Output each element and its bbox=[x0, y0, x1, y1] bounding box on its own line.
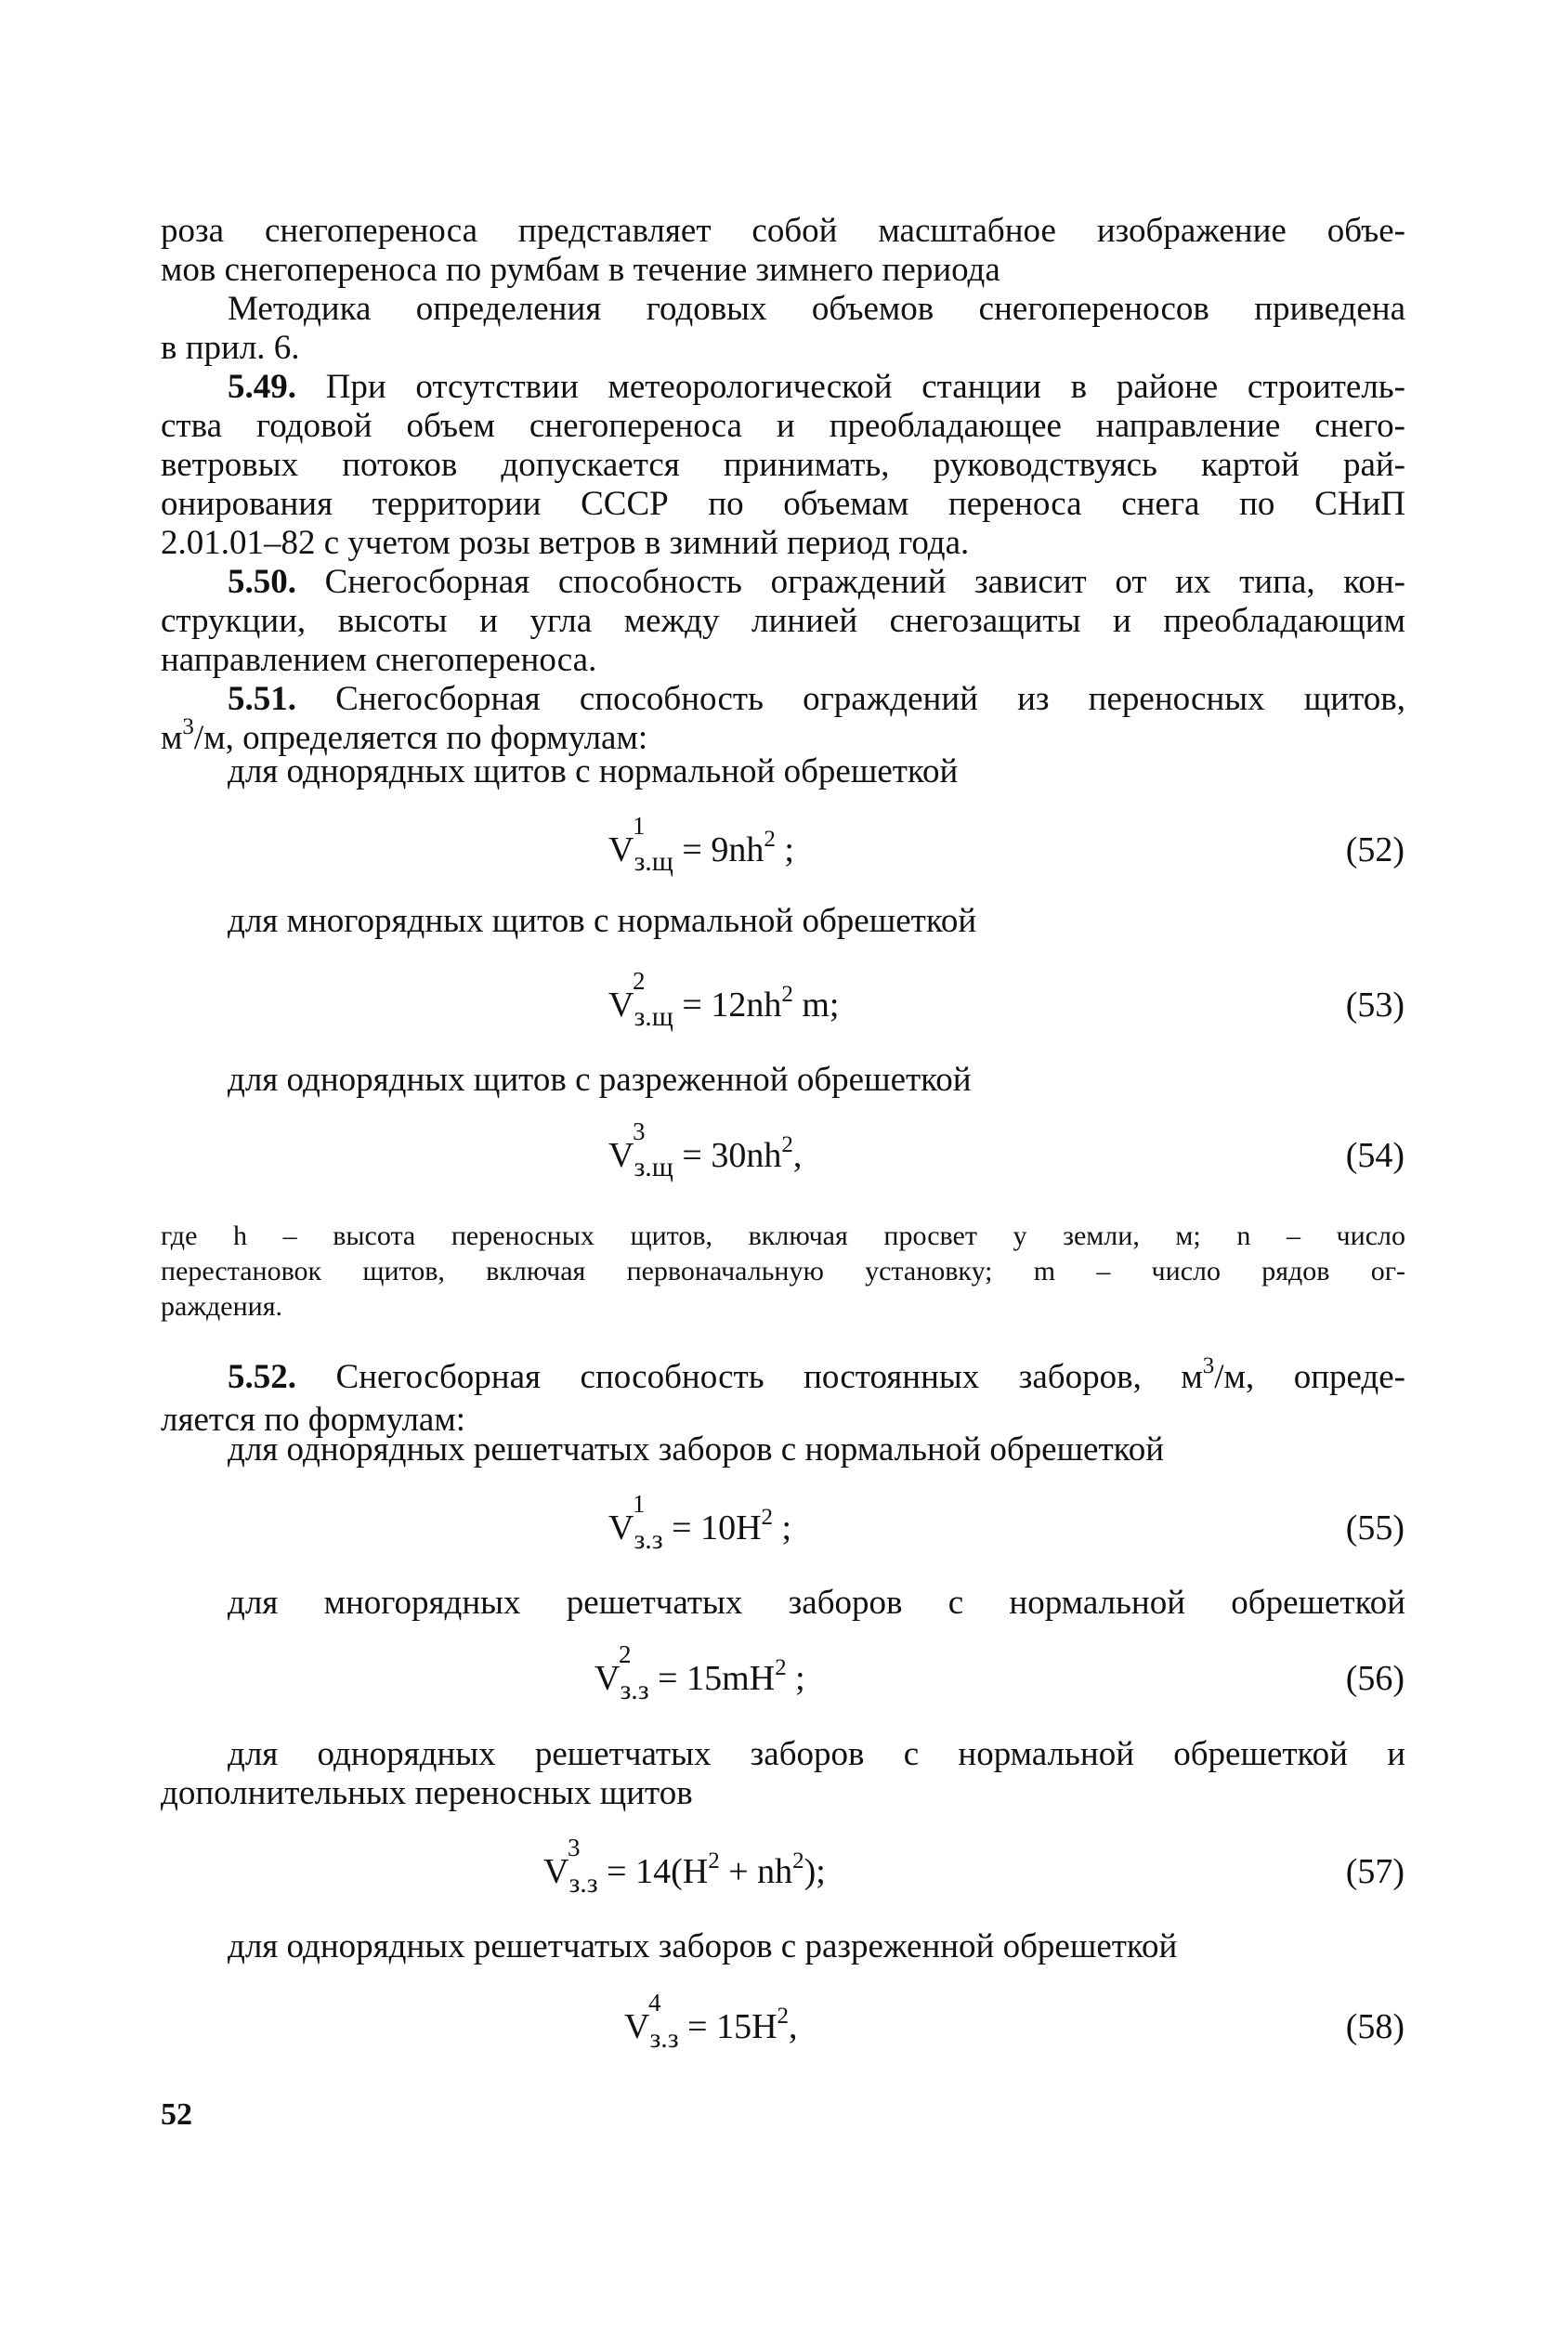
text-line: в прил. 6. bbox=[161, 329, 300, 367]
page-number: 52 bbox=[161, 2097, 192, 2132]
formula-lead-52: для однорядных щитов с нормальной обрешеткой bbox=[228, 752, 959, 790]
formula-lead-54: для однорядных щитов с разреженной обрешеткой bbox=[228, 1061, 972, 1099]
paragraph-5-51 bbox=[161, 680, 1405, 762]
text-line: мов снегопереноса по румбам в течение зимнего периода bbox=[161, 251, 1000, 289]
clause-number: 5.51. bbox=[228, 680, 296, 718]
equation-number-55: (55) bbox=[1345, 1508, 1405, 1547]
text-line bbox=[161, 368, 1405, 407]
text-span: Снегосборная способность ограждений зависит от их типа, кон- bbox=[324, 563, 1405, 601]
text-line: раждения. bbox=[161, 1291, 283, 1322]
formula-55 bbox=[608, 1490, 792, 1555]
text-line: струкции, высоты и угла между линией снегозащиты и преобладающим bbox=[161, 602, 1405, 640]
formula-superscript: 3 bbox=[633, 1117, 646, 1145]
paragraph-5-50 bbox=[161, 563, 1405, 680]
text-span: /м, опреде- bbox=[1214, 1358, 1406, 1396]
formula-57 bbox=[543, 1834, 826, 1899]
equation-number-56: (56) bbox=[1345, 1659, 1405, 1698]
text-line: ства годовой объем снегопереноса и преобладающее направление снего- bbox=[161, 407, 1405, 445]
formula-tail: ; bbox=[795, 1659, 805, 1698]
text-span: Снегосборная способность постоянных заборов, м bbox=[335, 1358, 1203, 1396]
formula-tail: , bbox=[789, 2007, 798, 2046]
formula-rhs: + nh bbox=[728, 1852, 793, 1891]
text-line: онирования территории СССР по объемам переноса снега по СНиП bbox=[161, 485, 1405, 523]
formula-variable: V 3 $_{з.з}$ bbox=[543, 1851, 598, 1895]
formula-variable: V 3 $_{з.щ}$ bbox=[608, 1135, 673, 1179]
formula-power: 2 bbox=[777, 2004, 790, 2029]
paragraph-methodology bbox=[161, 290, 1405, 368]
unit-power: 3 bbox=[182, 714, 194, 739]
equation-number-52: (52) bbox=[1345, 830, 1405, 869]
clause-number: 5.52. bbox=[228, 1358, 296, 1396]
text-line: дополнительных переносных щитов bbox=[161, 1774, 693, 1812]
formula-superscript: 1 bbox=[633, 812, 646, 840]
equation-number-58: (58) bbox=[1345, 2007, 1405, 2046]
formula-lead-58: для однорядных решетчатых заборов с разреженной обрешеткой bbox=[228, 1927, 1178, 1965]
text-line bbox=[161, 1353, 1406, 1401]
formula-subscript: з.з bbox=[568, 1868, 598, 1899]
formula-lead-57 bbox=[161, 1735, 1405, 1813]
formula-rhs: = 9nh bbox=[682, 830, 764, 869]
formula-variable: V 2 $_{з.з}$ bbox=[595, 1658, 649, 1702]
formula-tail: ; bbox=[784, 830, 794, 869]
formula-lead-56 bbox=[161, 1584, 1405, 1623]
formula-rhs: = 30nh bbox=[682, 1136, 782, 1175]
text-line: для однорядных решетчатых заборов с нормальной обрешеткой и bbox=[228, 1735, 1405, 1773]
formula-superscript: 2 bbox=[633, 967, 646, 995]
clause-number: 5.50. bbox=[228, 563, 296, 601]
formula-superscript: 2 bbox=[619, 1640, 632, 1668]
formula-subscript: з.щ bbox=[634, 846, 673, 877]
formula-power: 2 bbox=[792, 1848, 804, 1874]
formula-58 bbox=[624, 1989, 798, 2054]
text-span: При отсутствии метеорологической станции в районе строитель- bbox=[325, 368, 1405, 406]
formula-variable: V 4 $_{з.з}$ bbox=[624, 2006, 679, 2050]
formula-rhs: = 12nh bbox=[682, 986, 782, 1025]
formula-53 bbox=[608, 967, 840, 1032]
formula-power: 2 bbox=[764, 827, 776, 852]
formula-tail: , bbox=[792, 1136, 803, 1175]
formula-power: 2 bbox=[781, 982, 793, 1007]
paragraph-5-49 bbox=[161, 368, 1405, 563]
text-line: Методика определения годовых объемов снегопереносов приведена bbox=[228, 290, 1405, 328]
text-span: Снегосборная способность ограждений из переносных щитов, bbox=[335, 680, 1405, 718]
formula-power: 2 bbox=[775, 1655, 787, 1680]
formula-52 bbox=[608, 812, 794, 877]
text-line: ветровых потоков допускается принимать, руководствуясь картой рай- bbox=[161, 446, 1405, 484]
paragraph-intro bbox=[161, 212, 1405, 290]
formula-56 bbox=[595, 1640, 805, 1705]
formula-subscript: з.з bbox=[620, 1675, 649, 1705]
clause-number: 5.49. bbox=[228, 368, 296, 406]
equation-number-54: (54) bbox=[1345, 1136, 1405, 1175]
text-line: направлением снегопереноса. bbox=[161, 641, 597, 679]
formula-rhs: = 14(H bbox=[607, 1852, 709, 1891]
text-line: 2.01.01–82 с учетом розы ветров в зимний период года. bbox=[161, 524, 970, 562]
formula-superscript: 1 bbox=[633, 1490, 646, 1518]
formula-superscript: 4 bbox=[648, 1989, 661, 2017]
formula-lead-55: для однорядных решетчатых заборов с нормальной обрешеткой bbox=[228, 1430, 1165, 1469]
formula-explanation-note bbox=[161, 1219, 1405, 1325]
text-span: /м, определяется по формулам: bbox=[193, 719, 648, 757]
unit-power: 3 bbox=[1202, 1353, 1215, 1378]
formula-power: 2 bbox=[781, 1132, 793, 1157]
formula-tail: ; bbox=[781, 1508, 792, 1547]
formula-subscript: з.з bbox=[649, 2023, 679, 2054]
formula-subscript: з.щ bbox=[634, 1001, 673, 1032]
formula-tail: m; bbox=[802, 986, 840, 1025]
text-line: для многорядных решетчатых заборов с нормальной обрешеткой bbox=[228, 1584, 1405, 1622]
formula-rhs: = 15mH bbox=[658, 1659, 776, 1698]
formula-subscript: з.з bbox=[634, 1524, 663, 1555]
text-line bbox=[161, 680, 1405, 719]
formula-lead-53: для многорядных щитов с нормальной обрешеткой bbox=[228, 902, 977, 940]
formula-power: 2 bbox=[708, 1848, 720, 1874]
formula-power: 2 bbox=[761, 1505, 774, 1530]
formula-variable: V 2 $_{з.щ}$ bbox=[608, 985, 673, 1028]
text-line: где h – высота переносных щитов, включая просвет у земли, м; n – число bbox=[161, 1221, 1405, 1251]
formula-tail: ); bbox=[804, 1852, 826, 1891]
paragraph-5-52 bbox=[161, 1353, 1406, 1440]
formula-subscript: з.щ bbox=[634, 1152, 673, 1182]
formula-superscript: 3 bbox=[568, 1834, 581, 1861]
text-line: роза снегопереноса представляет собой масштабное изображение объе- bbox=[161, 212, 1405, 250]
text-line: ляется по формулам: bbox=[161, 1401, 466, 1439]
formula-rhs: = 15H bbox=[687, 2007, 777, 2046]
formula-variable: V 1 $_{з.з}$ bbox=[608, 1508, 663, 1551]
formula-54 bbox=[608, 1117, 803, 1182]
text-line: перестановок щитов, включая первоначальную установку; m – число рядов ог- bbox=[161, 1256, 1405, 1286]
equation-number-53: (53) bbox=[1345, 986, 1405, 1025]
text-line bbox=[161, 563, 1405, 602]
formula-variable: V 1 $_{з.щ}$ bbox=[608, 829, 673, 873]
formula-rhs: = 10H bbox=[672, 1508, 762, 1547]
equation-number-57: (57) bbox=[1345, 1852, 1405, 1891]
unit-base: м bbox=[161, 719, 183, 757]
